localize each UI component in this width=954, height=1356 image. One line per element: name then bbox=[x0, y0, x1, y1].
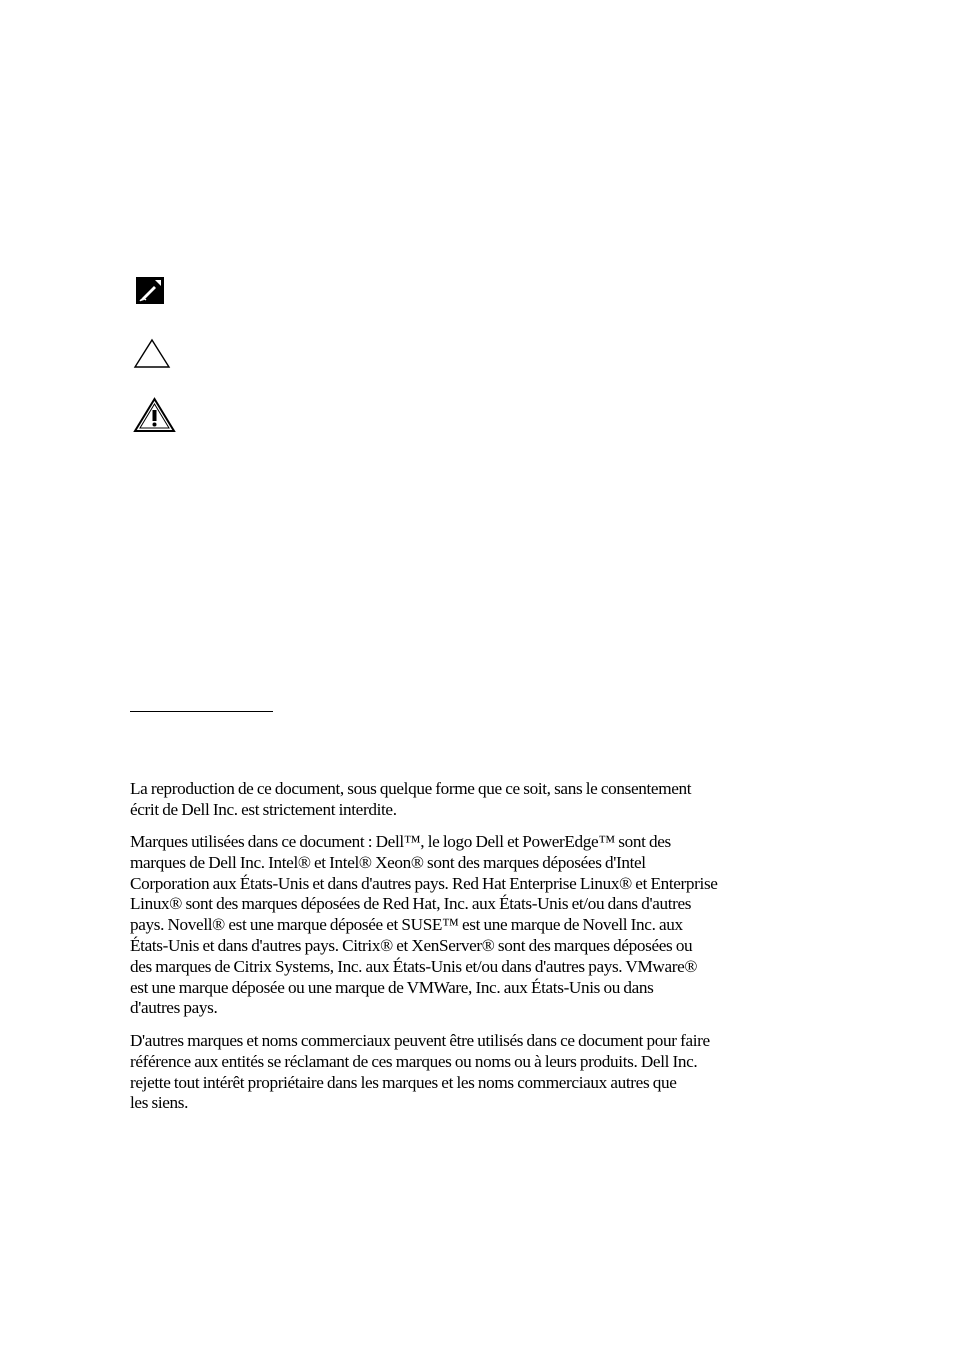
text-line: marques de Dell Inc. Intel® et Intel® Xeon® sont des marques déposées d'Intel bbox=[130, 852, 646, 872]
text-line: Corporation aux États-Unis et dans d'autres pays. Red Hat Enterprise Linux® et Enterprise bbox=[130, 873, 718, 893]
note-icon bbox=[135, 276, 165, 305]
text-line: rejette tout intérêt propriétaire dans les marques et les noms commerciaux autres que bbox=[130, 1072, 677, 1092]
text-line: Marques utilisées dans ce document : Dell™, le logo Dell et PowerEdge™ sont des bbox=[130, 832, 671, 851]
text-line: écrit de Dell Inc. est strictement interdite. bbox=[130, 799, 397, 819]
text-line: États-Unis et dans d'autres pays. Citrix® et XenServer® sont des marques déposées ou bbox=[130, 935, 693, 955]
text-line: les siens. bbox=[130, 1093, 189, 1113]
text-line: des marques de Citrix Systems, Inc. aux États-Unis et/ou dans d'autres pays. VMware® bbox=[130, 956, 698, 976]
caution-icon bbox=[133, 338, 171, 369]
warning-icon bbox=[133, 397, 176, 434]
text-line: La reproduction de ce document, sous quelque forme que ce soit, sans le consentement bbox=[130, 779, 692, 798]
text-line: est une marque déposée ou une marque de VMWare, Inc. aux États-Unis ou dans bbox=[130, 977, 654, 997]
other-trademarks-paragraph bbox=[130, 1031, 810, 1114]
separator-rule bbox=[130, 711, 273, 712]
text-line: d'autres pays. bbox=[130, 998, 218, 1018]
trademarks-paragraph bbox=[130, 832, 810, 1019]
copyright-paragraph bbox=[130, 779, 810, 821]
text-line: D'autres marques et noms commerciaux peuvent être utilisés dans ce document pour faire bbox=[130, 1031, 710, 1050]
text-line: référence aux entités se réclamant de ces marques ou noms ou à leurs produits. Dell Inc. bbox=[130, 1051, 698, 1071]
text-line: pays. Novell® est une marque déposée et SUSE™ est une marque de Novell Inc. aux bbox=[130, 915, 683, 935]
text-line: Linux® sont des marques déposées de Red Hat, Inc. aux États-Unis et/ou dans d'autres bbox=[130, 894, 692, 914]
